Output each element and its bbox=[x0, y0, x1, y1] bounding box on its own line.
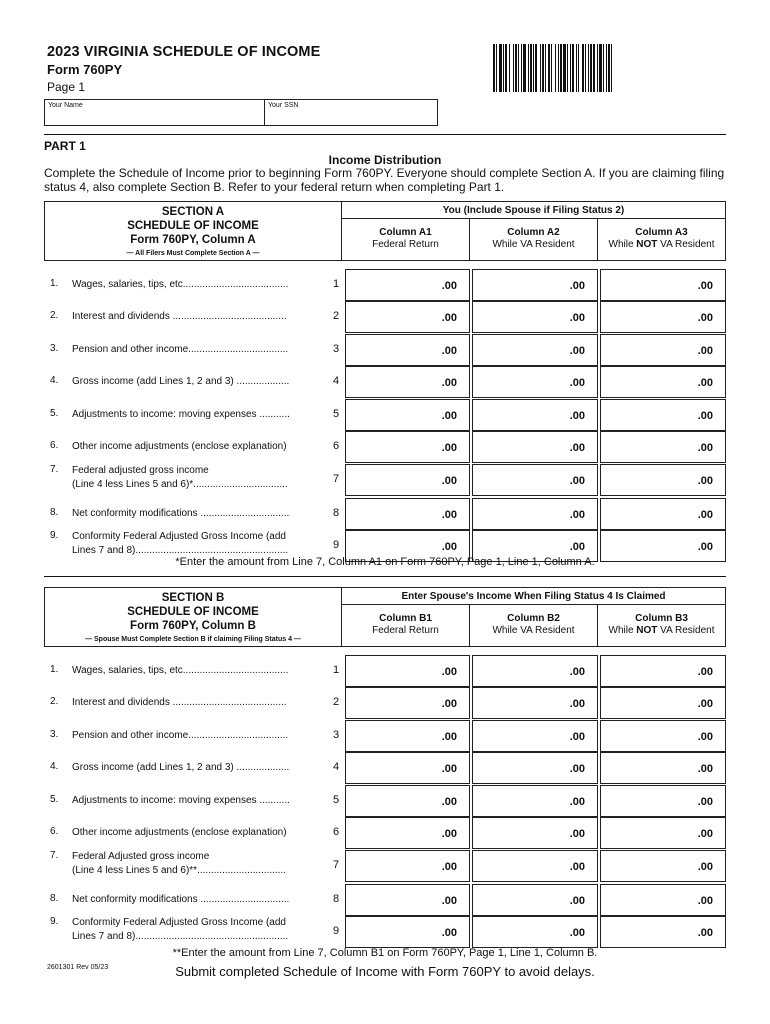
page-number: Page 1 bbox=[47, 80, 86, 94]
amount-input[interactable]: .00 bbox=[345, 530, 470, 562]
form-row bbox=[44, 269, 726, 301]
column-b1-header bbox=[342, 605, 469, 646]
part-heading bbox=[0, 153, 770, 167]
amount-input[interactable]: .00 bbox=[600, 850, 726, 882]
column-a3-desc-pre: While bbox=[608, 239, 637, 250]
amount-input[interactable]: .00 bbox=[600, 464, 726, 496]
amount-input[interactable]: .00 bbox=[600, 916, 726, 948]
line-number: 9 bbox=[332, 539, 340, 551]
row-number: 3. bbox=[50, 343, 59, 354]
column-b3-desc-post: VA Resident bbox=[657, 625, 715, 636]
form-row bbox=[44, 399, 726, 431]
line-number: 7 bbox=[332, 473, 340, 485]
amount-input[interactable]: .00 bbox=[345, 431, 470, 463]
row-label: Pension and other income.................................... bbox=[72, 730, 289, 741]
revision-code: 2601301 Rev 05/23 bbox=[47, 964, 109, 971]
name-field[interactable] bbox=[45, 100, 265, 125]
section-b-footnote: **Enter the amount from Line 7, Column B1 on Form 760PY, Page 1, Line 1, Column B. bbox=[172, 947, 598, 959]
amount-input[interactable]: .00 bbox=[600, 366, 726, 398]
row-number: 3. bbox=[50, 729, 59, 740]
section-a-footnote: *Enter the amount from Line 7, Column A1 on Form 760PY, Page 1, Line 1, Column A. bbox=[175, 556, 595, 568]
amount-input[interactable]: .00 bbox=[472, 916, 598, 948]
amount-input[interactable]: .00 bbox=[345, 334, 470, 366]
line-number: 3 bbox=[332, 729, 340, 741]
amount-input[interactable]: .00 bbox=[472, 431, 598, 463]
row-number: 2. bbox=[50, 696, 59, 707]
amount-input[interactable]: .00 bbox=[600, 687, 726, 719]
amount-input[interactable]: .00 bbox=[345, 464, 470, 496]
line-number: 9 bbox=[332, 925, 340, 937]
amount-input[interactable]: .00 bbox=[345, 655, 470, 687]
form-number: Form 760PY bbox=[47, 62, 123, 77]
amount-input[interactable]: .00 bbox=[345, 366, 470, 398]
row-label: Interest and dividends ......................................... bbox=[72, 697, 287, 708]
row-number: 7. bbox=[50, 464, 59, 475]
amount-input[interactable]: .00 bbox=[472, 752, 598, 784]
form-row bbox=[44, 916, 726, 948]
amount-input[interactable]: .00 bbox=[345, 498, 470, 530]
section-b-title: SECTION B bbox=[161, 592, 225, 604]
section-a-note: — All Filers Must Complete Section A — bbox=[126, 250, 260, 257]
form-row bbox=[44, 850, 726, 882]
section-b-title-box bbox=[44, 587, 342, 647]
section-b-subtitle: SCHEDULE OF INCOME bbox=[127, 606, 259, 618]
row-number: 4. bbox=[50, 761, 59, 772]
column-a2-desc: While VA Resident bbox=[492, 239, 575, 250]
form-row bbox=[44, 817, 726, 849]
line-number: 5 bbox=[332, 408, 340, 420]
row-label: Pension and other income.................................... bbox=[72, 344, 289, 355]
column-b2-header bbox=[469, 605, 597, 646]
divider bbox=[44, 134, 726, 135]
amount-input[interactable]: .00 bbox=[600, 431, 726, 463]
line-number: 5 bbox=[332, 794, 340, 806]
form-title: 2023 VIRGINIA SCHEDULE OF INCOME bbox=[47, 44, 321, 60]
row-label: Gross income (add Lines 1, 2 and 3) ................... bbox=[72, 762, 290, 773]
row-label: Interest and dividends ......................................... bbox=[72, 311, 287, 322]
amount-input[interactable]: .00 bbox=[600, 884, 726, 916]
amount-input[interactable]: .00 bbox=[600, 498, 726, 530]
form-row bbox=[44, 366, 726, 398]
line-number: 4 bbox=[332, 375, 340, 387]
row-label: Other income adjustments (enclose explanation) bbox=[72, 827, 287, 838]
column-b3-header bbox=[597, 605, 725, 646]
row-number: 8. bbox=[50, 507, 59, 518]
row-number: 9. bbox=[50, 916, 59, 927]
line-number: 1 bbox=[332, 278, 340, 290]
amount-input[interactable]: .00 bbox=[600, 720, 726, 752]
row-label: Federal adjusted gross income (Line 4 less Lines 5 and 6)*.................................. bbox=[72, 465, 288, 490]
amount-input[interactable]: .00 bbox=[600, 269, 726, 301]
amount-input[interactable]: .00 bbox=[345, 817, 470, 849]
section-a-form-column: Form 760PY, Column A bbox=[130, 234, 256, 246]
amount-input[interactable]: .00 bbox=[345, 916, 470, 948]
column-b1-desc: Federal Return bbox=[372, 625, 439, 636]
amount-input[interactable]: .00 bbox=[600, 655, 726, 687]
row-number: 6. bbox=[50, 440, 59, 451]
barcode-image bbox=[493, 44, 723, 92]
section-a-title-box bbox=[44, 201, 342, 261]
section-a bbox=[44, 201, 726, 561]
form-row bbox=[44, 884, 726, 916]
line-number: 8 bbox=[332, 507, 340, 519]
column-b2-desc: While VA Resident bbox=[492, 625, 575, 636]
row-label: Adjustments to income: moving expenses ........... bbox=[72, 409, 290, 420]
column-b3-name: Column B3 bbox=[635, 613, 688, 624]
line-number: 6 bbox=[332, 826, 340, 838]
row-label: Net conformity modifications ................................ bbox=[72, 894, 290, 905]
column-a3-name: Column A3 bbox=[635, 227, 688, 238]
amount-input[interactable]: .00 bbox=[345, 687, 470, 719]
section-a-header bbox=[44, 201, 726, 261]
name-label: Your Name bbox=[48, 102, 83, 109]
row-label: Conformity Federal Adjusted Gross Income (add Lines 7 and 8)....................................................... bbox=[72, 917, 289, 942]
amount-input[interactable]: .00 bbox=[600, 301, 726, 333]
form-row bbox=[44, 431, 726, 463]
row-label: Federal Adjusted gross income (Line 4 less Lines 5 and 6)**................................ bbox=[72, 851, 286, 876]
line-number: 2 bbox=[332, 310, 340, 322]
column-a1-desc: Federal Return bbox=[372, 239, 439, 250]
line-number: 7 bbox=[332, 859, 340, 871]
line-number: 8 bbox=[332, 893, 340, 905]
amount-input[interactable]: .00 bbox=[345, 720, 470, 752]
row-number: 1. bbox=[50, 664, 59, 675]
submit-note: Submit completed Schedule of Income with Form 760PY to avoid delays. bbox=[175, 964, 595, 979]
amount-input[interactable]: .00 bbox=[600, 785, 726, 817]
amount-input[interactable]: .00 bbox=[345, 269, 470, 301]
amount-input[interactable]: .00 bbox=[600, 817, 726, 849]
amount-input[interactable]: .00 bbox=[472, 366, 598, 398]
line-number: 1 bbox=[332, 664, 340, 676]
amount-input[interactable]: .00 bbox=[345, 399, 470, 431]
income-distribution-heading: Income Distribution bbox=[328, 153, 442, 167]
divider bbox=[44, 576, 726, 577]
form-row bbox=[44, 655, 726, 687]
amount-input[interactable]: .00 bbox=[472, 817, 598, 849]
row-label: Conformity Federal Adjusted Gross Income (add Lines 7 and 8)....................................................... bbox=[72, 531, 289, 556]
column-a3-header bbox=[597, 219, 725, 260]
section-b-note: — Spouse Must Complete Section B if claiming Filing Status 4 — bbox=[85, 636, 301, 643]
amount-input[interactable]: .00 bbox=[345, 850, 470, 882]
row-number: 5. bbox=[50, 408, 59, 419]
section-a-subtitle: SCHEDULE OF INCOME bbox=[127, 220, 259, 232]
section-b-header bbox=[44, 587, 726, 647]
line-number: 3 bbox=[332, 343, 340, 355]
section-b-columns-header bbox=[342, 587, 726, 647]
form-row bbox=[44, 334, 726, 366]
row-label: Gross income (add Lines 1, 2 and 3) ................... bbox=[72, 376, 290, 387]
ssn-field[interactable] bbox=[265, 100, 437, 125]
section-a-title: SECTION A bbox=[161, 206, 225, 218]
amount-input[interactable]: .00 bbox=[472, 301, 598, 333]
column-a2-header bbox=[469, 219, 597, 260]
amount-input[interactable]: .00 bbox=[345, 785, 470, 817]
amount-input[interactable]: .00 bbox=[345, 884, 470, 916]
row-number: 9. bbox=[50, 530, 59, 541]
column-a2-name: Column A2 bbox=[507, 227, 560, 238]
row-number: 7. bbox=[50, 850, 59, 861]
column-a3-desc-post: VA Resident bbox=[657, 239, 715, 250]
row-number: 5. bbox=[50, 794, 59, 805]
amount-input[interactable]: .00 bbox=[472, 464, 598, 496]
amount-input[interactable]: .00 bbox=[600, 752, 726, 784]
form-row bbox=[44, 687, 726, 719]
section-b-form-column: Form 760PY, Column B bbox=[130, 620, 256, 632]
amount-input[interactable]: .00 bbox=[472, 655, 598, 687]
line-number: 4 bbox=[332, 761, 340, 773]
form-row bbox=[44, 301, 726, 333]
amount-input[interactable]: .00 bbox=[472, 269, 598, 301]
form-row bbox=[44, 752, 726, 784]
part-instructions: Complete the Schedule of Income prior to beginning Form 760PY. Everyone should complete Section A. If you are claiming filing status 4, also complete Section B. Refer to your federal return when completing Part 1. bbox=[44, 166, 725, 194]
column-b2-name: Column B2 bbox=[507, 613, 560, 624]
column-b3-desc-pre: While bbox=[608, 625, 637, 636]
row-number: 8. bbox=[50, 893, 59, 904]
amount-input[interactable]: .00 bbox=[345, 301, 470, 333]
form-row bbox=[44, 720, 726, 752]
amount-input[interactable]: .00 bbox=[600, 399, 726, 431]
amount-input[interactable]: .00 bbox=[472, 720, 598, 752]
line-number: 6 bbox=[332, 440, 340, 452]
barcode-bar bbox=[612, 44, 614, 92]
section-b-group-header: Enter Spouse's Income When Filing Status 4 Is Claimed bbox=[342, 588, 725, 605]
row-number: 2. bbox=[50, 310, 59, 321]
row-number: 4. bbox=[50, 375, 59, 386]
section-a-columns-header bbox=[342, 201, 726, 261]
amount-input[interactable]: .00 bbox=[472, 884, 598, 916]
form-row bbox=[44, 498, 726, 530]
column-b3-desc-bold: NOT bbox=[636, 625, 658, 636]
section-b bbox=[44, 587, 726, 947]
column-a1-name: Column A1 bbox=[379, 227, 432, 238]
amount-input[interactable]: .00 bbox=[472, 850, 598, 882]
row-label: Wages, salaries, tips, etc...................................... bbox=[72, 279, 289, 290]
taxpayer-id-box bbox=[44, 99, 438, 126]
amount-input[interactable]: .00 bbox=[472, 334, 598, 366]
amount-input[interactable]: .00 bbox=[472, 498, 598, 530]
amount-input[interactable]: .00 bbox=[600, 334, 726, 366]
part-label: PART 1 bbox=[44, 139, 86, 153]
amount-input[interactable]: .00 bbox=[472, 530, 598, 562]
row-label: Adjustments to income: moving expenses ........... bbox=[72, 795, 290, 806]
row-label: Wages, salaries, tips, etc...................................... bbox=[72, 665, 289, 676]
amount-input[interactable]: .00 bbox=[600, 530, 726, 562]
row-number: 6. bbox=[50, 826, 59, 837]
form-row bbox=[44, 785, 726, 817]
ssn-label: Your SSN bbox=[268, 102, 299, 109]
row-label: Net conformity modifications ................................ bbox=[72, 508, 290, 519]
amount-input[interactable]: .00 bbox=[345, 752, 470, 784]
amount-input[interactable]: .00 bbox=[472, 399, 598, 431]
column-a3-desc-bold: NOT bbox=[636, 239, 658, 250]
column-b1-name: Column B1 bbox=[379, 613, 432, 624]
column-a1-header bbox=[342, 219, 469, 260]
line-number: 2 bbox=[332, 696, 340, 708]
row-label: Other income adjustments (enclose explanation) bbox=[72, 441, 287, 452]
amount-input[interactable]: .00 bbox=[472, 785, 598, 817]
form-row bbox=[44, 464, 726, 496]
section-a-group-header: You (Include Spouse if Filing Status 2) bbox=[342, 202, 725, 219]
amount-input[interactable]: .00 bbox=[472, 687, 598, 719]
row-number: 1. bbox=[50, 278, 59, 289]
